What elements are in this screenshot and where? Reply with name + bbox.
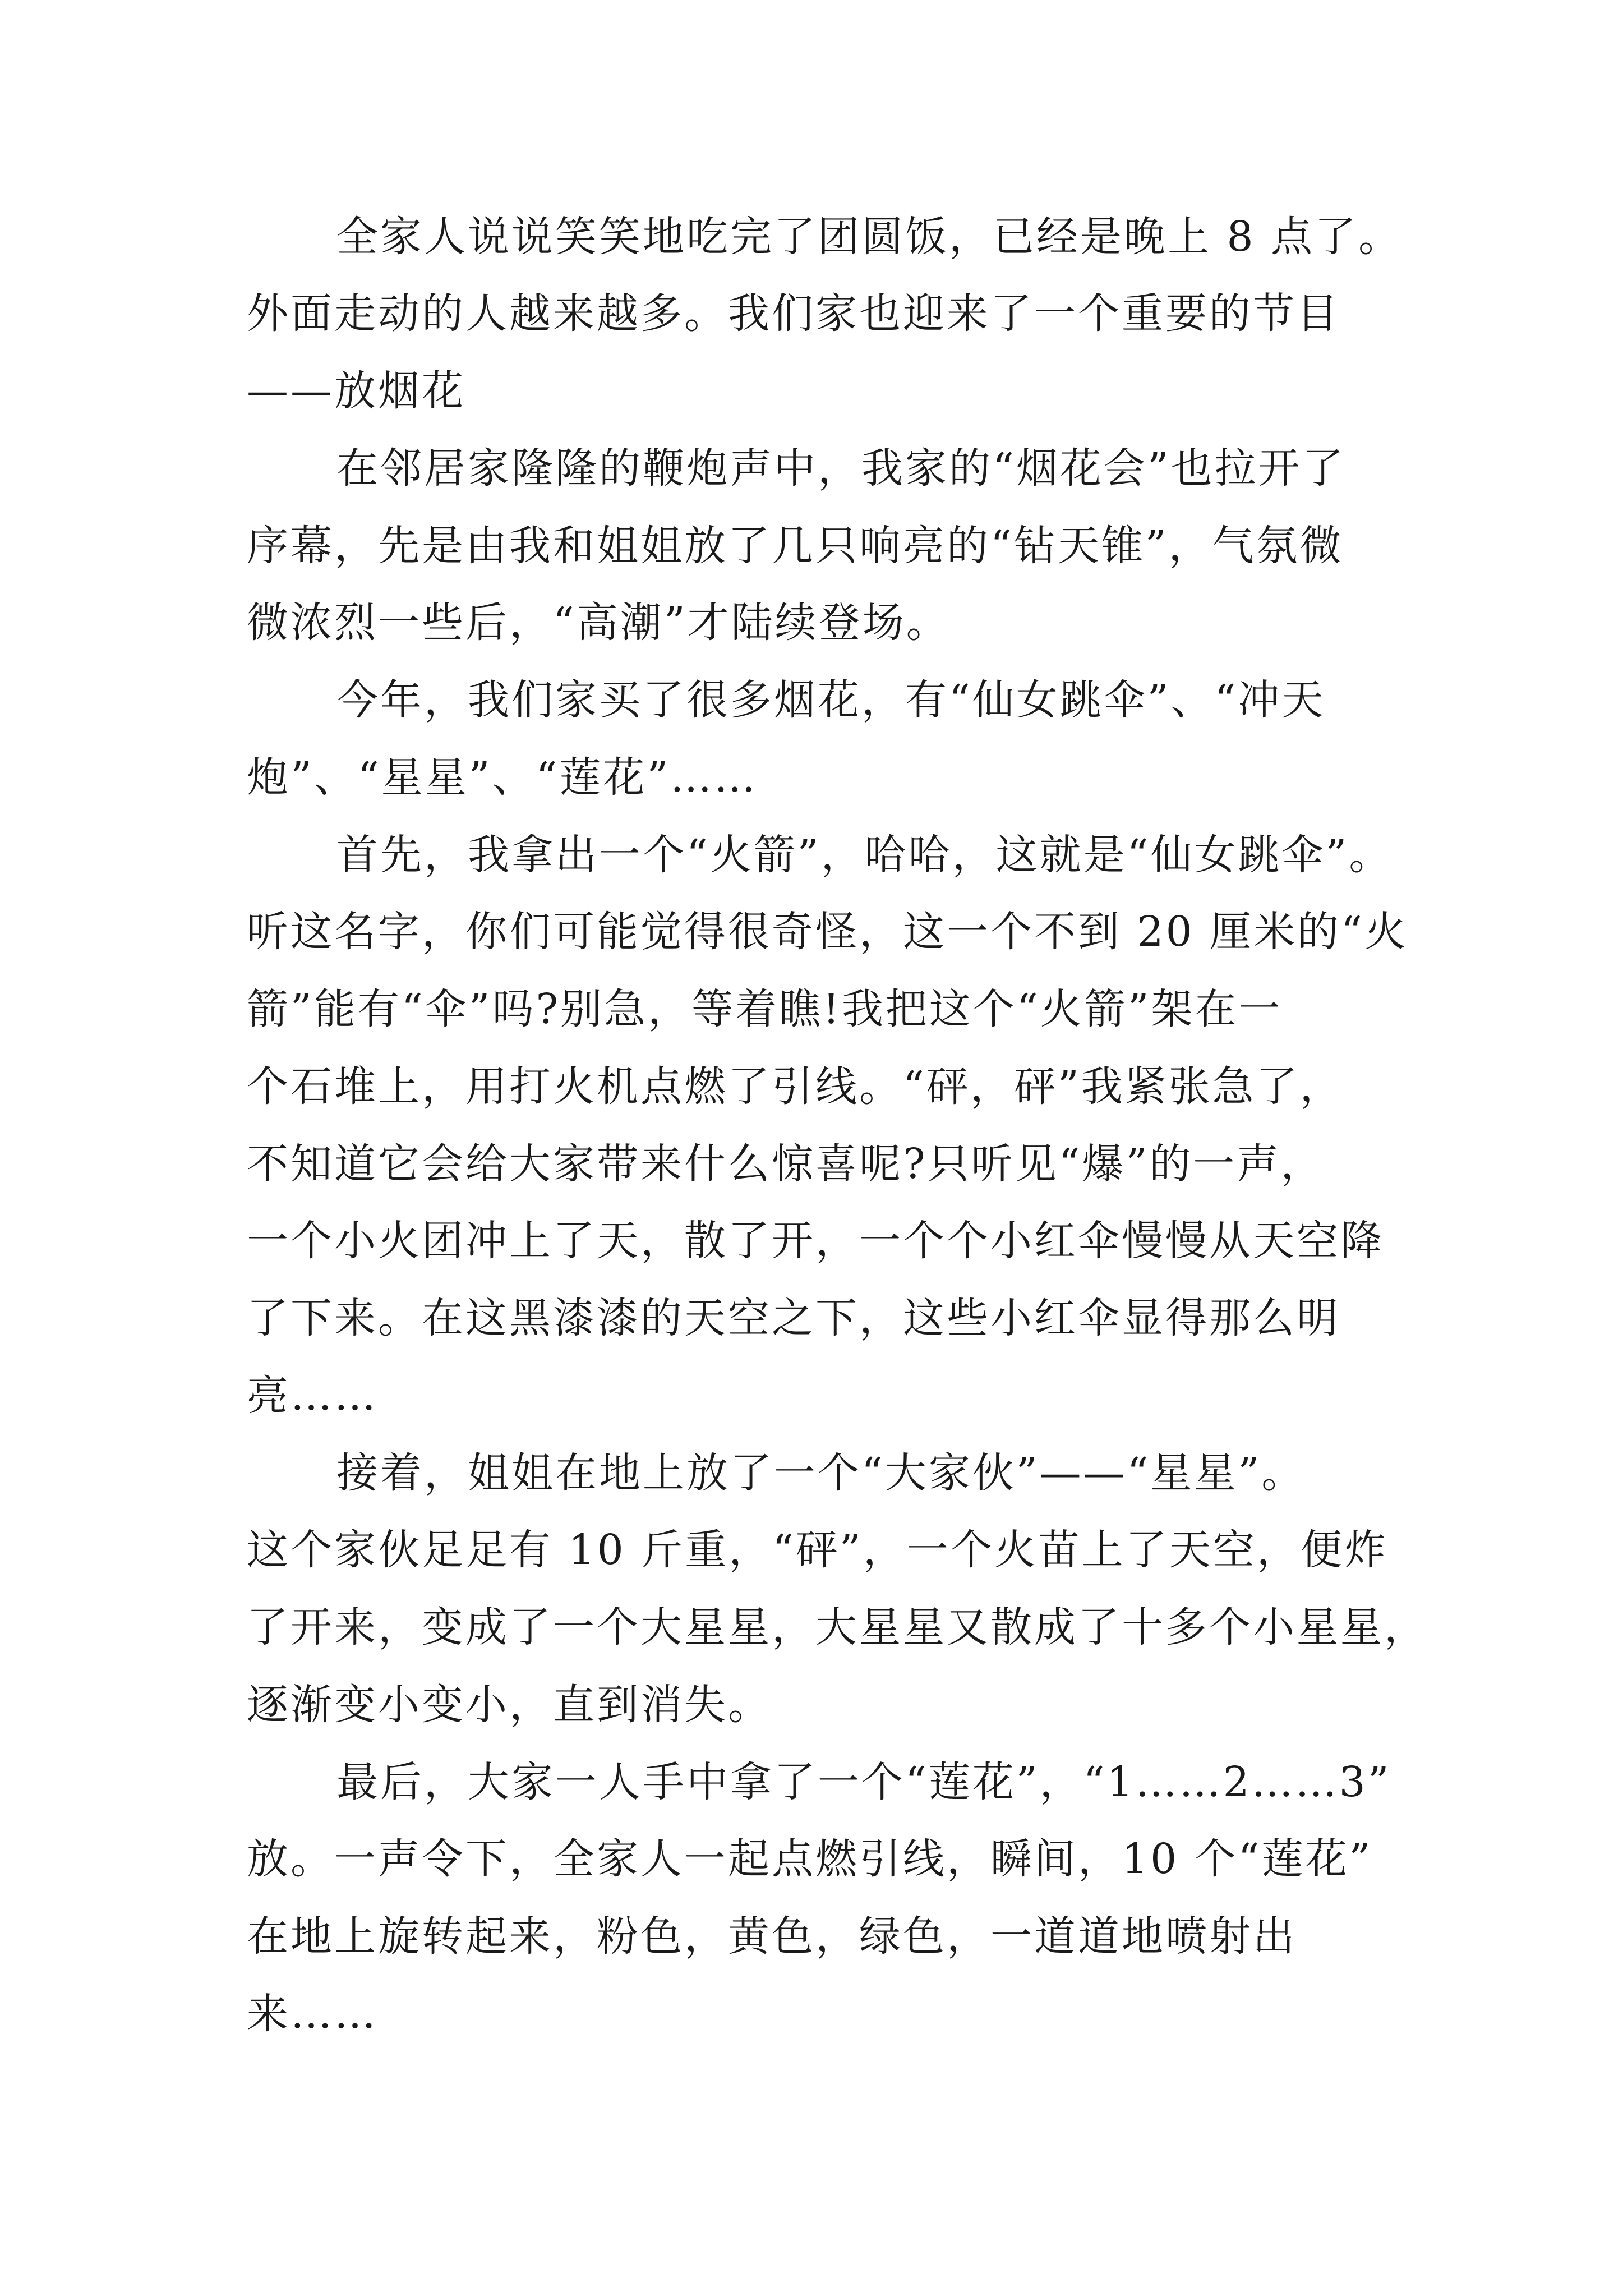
text-line: 炮”、“星星”、“莲花”…… — [247, 753, 758, 802]
text-line: 放。一声令下，全家人一起点燃引线，瞬间，10 个“莲花” — [247, 1835, 1373, 1883]
text-line: 听这名字，你们可能觉得很奇怪，这一个不到 20 厘米的“火 — [247, 908, 1409, 956]
text-line: 不知道它会给大家带来什么惊喜呢?只听见“爆”的一声， — [247, 1140, 1325, 1188]
text-line: 亮…… — [247, 1372, 378, 1420]
text-line: 一个小火团冲上了天，散了开，一个个小红伞慢慢从天空降 — [247, 1217, 1384, 1265]
text-line: 今年，我们家买了很多烟花，有“仙女跳伞”、“冲天 — [336, 676, 1326, 724]
text-line: 来…… — [247, 1990, 378, 2038]
text-line: 个石堆上，用打火机点燃了引线。“砰，砰”我紧张急了， — [247, 1062, 1344, 1111]
text-line: 了下来。在这黑漆漆的天空之下，这些小红伞显得那么明 — [247, 1294, 1340, 1342]
text-line: 这个家伙足足有 10 斤重，“砰”，一个火苗上了天空，便炸 — [247, 1526, 1388, 1574]
text-line: 逐渐变小变小，直到消失。 — [247, 1681, 772, 1729]
text-line: 序幕，先是由我和姐姐放了几只响亮的“钻天锥”，气氛微 — [247, 522, 1344, 570]
text-line: 微浓烈一些后，“高潮”才陆续登场。 — [247, 599, 950, 647]
text-line: 最后，大家一人手中拿了一个“莲花”，“1……2……3” — [336, 1758, 1391, 1806]
text-line: 在邻居家隆隆的鞭炮声中，我家的“烟花会”也拉开了 — [336, 444, 1346, 493]
text-line: 在地上旋转起来，粉色，黄色，绿色，一道道地喷射出 — [247, 1912, 1297, 1961]
text-line: 首先，我拿出一个“火箭”，哈哈，这就是“仙女跳伞”。 — [336, 831, 1393, 879]
text-line: ——放烟花 — [247, 367, 465, 415]
text-line: 接着，姐姐在地上放了一个“大家伙”——“星星”。 — [336, 1449, 1306, 1497]
text-line: 全家人说说笑笑地吃完了团圆饭，已经是晚上 8 点了。 — [336, 213, 1403, 261]
text-line: 外面走动的人越来越多。我们家也迎来了一个重要的节目 — [247, 289, 1340, 338]
text-line: 箭”能有“伞”吗?别急，等着瞧!我把这个“火箭”架在一 — [247, 985, 1283, 1033]
text-line: 了开来，变成了一个大星星，大星星又散成了十多个小星星， — [247, 1603, 1428, 1651]
